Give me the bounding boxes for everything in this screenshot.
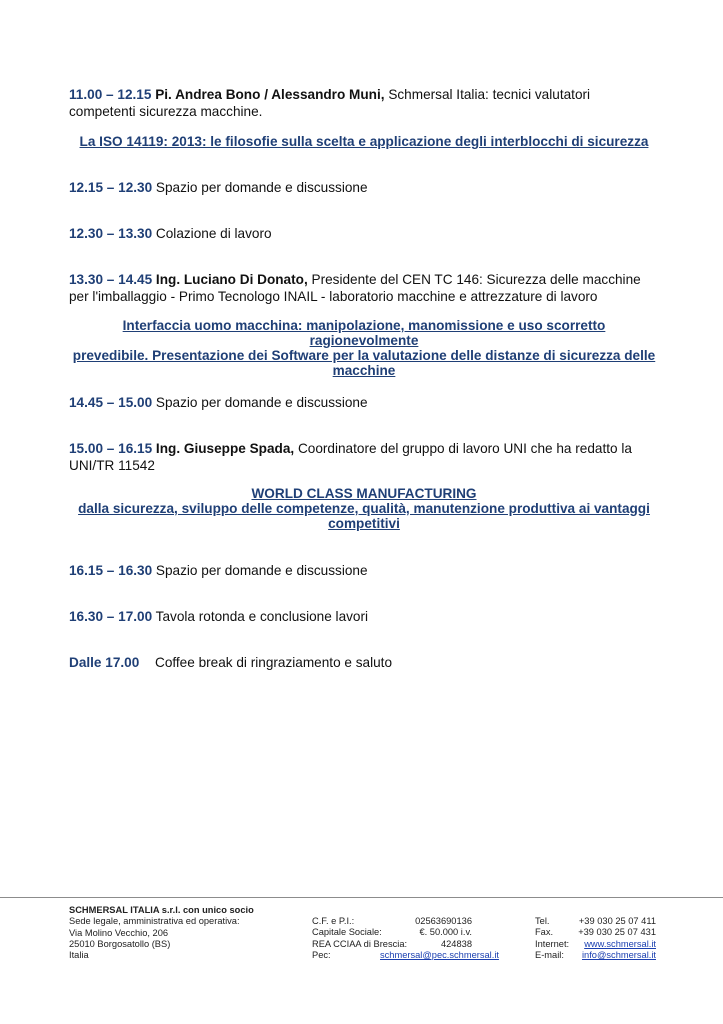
schedule-entry — [69, 225, 659, 242]
talk-title[interactable] — [69, 318, 659, 378]
entry-time: 12.15 – 12.30 — [69, 180, 153, 195]
entry-text: Presidente del CEN TC 146: Sicurezza delle macchine per l'imballaggio - Primo Tecnologo INAIL - laboratorio macchine e attrezzature di lavoro — [69, 272, 641, 304]
entry-speaker: Pi. Andrea Bono / Alessandro Muni, — [155, 87, 385, 102]
entry-time: 16.15 – 16.30 — [69, 563, 153, 578]
talk-title-line[interactable]: prevedibile. Presentazione dei Software per la valutazione delle distanze di sicurezza delle — [72, 348, 656, 363]
talk-title[interactable] — [69, 134, 659, 149]
footer-divider — [0, 897, 723, 898]
entry-text: Coordinatore del gruppo di lavoro UNI che ha redatto la UNI/TR 11542 — [69, 441, 632, 473]
entry-time: 16.30 – 17.00 — [69, 609, 153, 624]
schedule-entry — [69, 608, 659, 625]
address-line: Sede legale, amministrativa ed operativa: — [69, 916, 240, 927]
entry-speaker: Ing. Giuseppe Spada, — [152, 441, 295, 456]
entry-text: Colazione di lavoro — [152, 226, 272, 241]
contact-label: Fax. — [535, 927, 554, 938]
fiscal-label: Pec: — [312, 949, 331, 960]
schedule-entry — [69, 271, 659, 305]
schedule-entry — [69, 179, 659, 196]
entry-text: Spazio per domande e discussione — [152, 395, 368, 410]
address-line: Via Molino Vecchio, 206 — [69, 927, 169, 938]
entry-text: Spazio per domande e discussione — [152, 563, 368, 578]
contact-label: Tel. — [535, 916, 550, 926]
entry-text: Coffee break di ringraziamento e saluto — [155, 655, 393, 670]
entry-time: 14.45 – 15.00 — [69, 395, 153, 410]
contact-label: E-mail: — [535, 949, 564, 960]
website-link[interactable]: www.schmersal.it — [584, 938, 656, 949]
entry-time: 15.00 – 16.15 — [69, 441, 153, 456]
fiscal-label: Capitale Sociale: — [312, 927, 382, 938]
address-line: Italia — [69, 950, 89, 961]
talk-title-line[interactable]: competitivi — [328, 516, 400, 531]
schedule-entry — [69, 440, 659, 474]
contact-label: Internet: — [535, 938, 570, 949]
rea-number: 424838 — [440, 938, 472, 949]
talk-title[interactable] — [69, 486, 659, 531]
entry-text: Tavola rotonda e conclusione lavori — [152, 609, 369, 624]
address-line: 25010 Borgosatollo (BS) — [69, 938, 171, 949]
email-link[interactable]: info@schmersal.it — [581, 949, 656, 960]
talk-title-line[interactable]: La ISO 14119: 2013: le filosofie sulla scelta e applicazione degli interblocchi di sicurezza — [79, 134, 649, 149]
fiscal-label: REA CCIAA di Brescia: — [312, 938, 408, 949]
talk-title-line[interactable]: WORLD CLASS MANUFACTURING — [251, 486, 477, 501]
pec-link[interactable]: schmersal@pec.schmersal.it — [380, 949, 499, 960]
entry-text: Schmersal Italia: tecnici valutatori competenti sicurezza macchine. — [69, 87, 591, 119]
entry-time: 12.30 – 13.30 — [69, 226, 153, 241]
footer-contact-values — [572, 916, 656, 961]
footer-address-block — [69, 905, 299, 961]
entry-time: 13.30 – 14.45 — [69, 272, 153, 287]
entry-text: Spazio per domande e discussione — [152, 180, 368, 195]
footer-fiscal-values — [380, 916, 499, 961]
share-capital: €. 50.000 i.v. — [419, 927, 472, 938]
talk-title-line[interactable]: Interfaccia uomo macchina: manipolazione, manomissione e uso scorretto ragionevolmente — [122, 318, 606, 348]
schedule-entry — [69, 394, 659, 411]
phone-number: +39 030 25 07 411 — [578, 916, 656, 926]
talk-title-line[interactable]: dalla sicurezza, sviluppo delle competenze, qualità, manutenzione produttiva ai vantaggi — [78, 501, 650, 516]
fiscal-label: C.F. e P.I.: — [312, 916, 355, 926]
schedule-entry — [69, 562, 659, 579]
fax-number: +39 030 25 07 431 — [578, 927, 656, 938]
schedule-entry — [69, 86, 659, 120]
company-name: SCHMERSAL ITALIA s.r.l. con unico socio — [69, 905, 254, 915]
schedule-entry — [69, 654, 659, 671]
entry-speaker: Ing. Luciano Di Donato, — [152, 272, 308, 287]
vat-number: 02563690136 — [415, 916, 472, 926]
entry-time: 11.00 – 12.15 — [69, 87, 152, 102]
talk-title-line[interactable]: macchine — [332, 363, 396, 378]
entry-time: Dalle 17.00 — [69, 655, 140, 670]
